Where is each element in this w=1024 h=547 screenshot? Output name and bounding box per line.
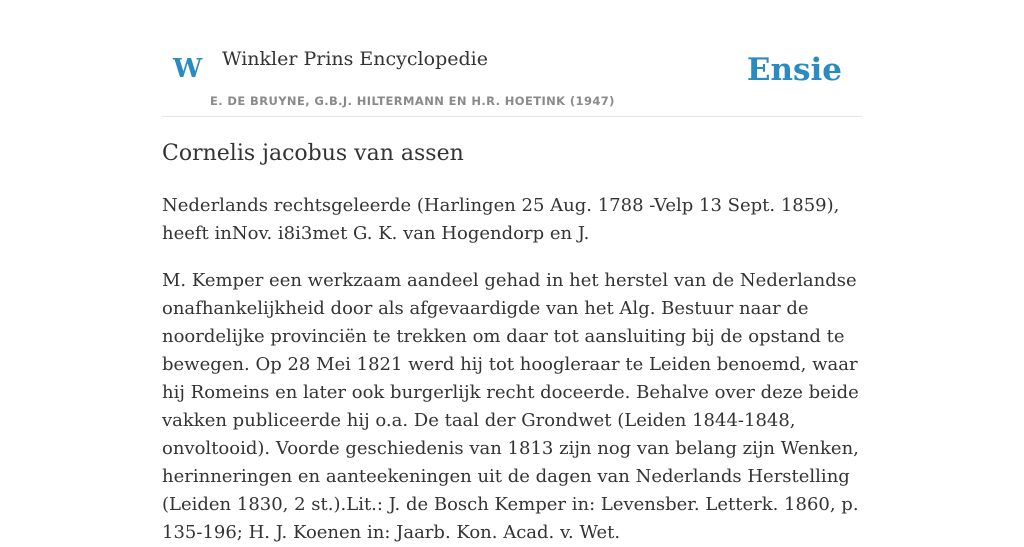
publication-authors: E. DE BRUYNE, G.B.J. HILTERMANN EN H.R. HOETINK (1947) [210,94,615,108]
article-title: Cornelis jacobus van assen [162,141,464,166]
article-paragraph: M. Kemper een werkzaam aandeel gehad in het herstel van de Nederlandse onafhankelijkheid door als afgevaardigde van het Alg. Bestuur naar de noordelijke provinciën te trekken om daar tot aansluiting bij de opstand te bewegen. Op 28 Mei 1821 werd hij tot hoogleraar te Leiden benoemd, waar hij Romeins en later ook burgerlijk recht doceerde. Behalve over deze beide vakken publiceerde hij o.a. De taal der Grondwet (Leiden 1844-1848, onvoltooid). Voorde geschiedenis van 1813 zijn nog van belang zijn Wenken, herinneringen en aanteekeningen uit de dagen van Nederlands Herstelling (Leiden 1830, 2 st.).Lit.: J. de Bosch Kemper in: Levensber. Letterk. 1860, p. 135-196; H. J. Koenen in: Jaarb. Kon. Acad. v. Wet. [162,270,859,543]
publication-logo-icon: W [173,54,203,84]
header [162,0,862,117]
page [162,0,862,543]
publication-title[interactable]: Winkler Prins Encyclopedie [222,48,488,70]
article-paragraph: Nederlands rechtsgeleerde (Harlingen 25 Aug. 1788 -Velp 13 Sept. 1859), heeft inNov. i8i3met G. K. van Hogendorp en J. [162,195,840,244]
brand-logo[interactable]: Ensie [746,52,842,88]
